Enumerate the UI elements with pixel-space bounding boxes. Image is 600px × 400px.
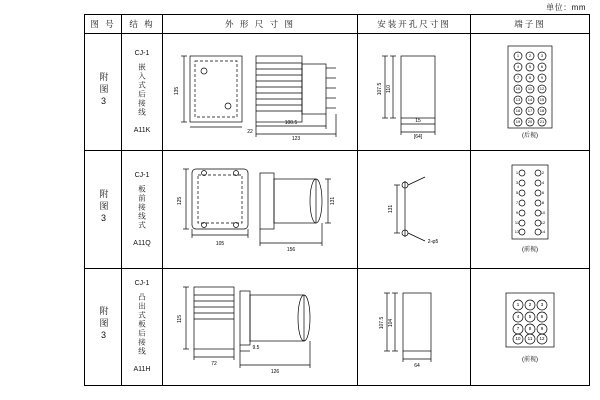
dim-131: 131: [330, 197, 336, 206]
svg-text:20: 20: [527, 119, 533, 125]
svg-text:21: 21: [539, 119, 545, 125]
cell-terminal-drawing: [471, 151, 590, 268]
dim-22: 22: [247, 129, 253, 135]
svg-text:9: 9: [515, 210, 519, 216]
svg-text:6: 6: [540, 64, 544, 70]
dim-9-5: 9.5: [252, 344, 260, 351]
dim-107-5b: 107.5: [379, 316, 385, 329]
header-terminal: 端子图: [471, 15, 590, 34]
dim-105: 105: [215, 241, 225, 248]
cell-structure: [122, 268, 163, 385]
dim-104: 104: [388, 318, 394, 327]
svg-text:7: 7: [516, 75, 520, 81]
svg-text:15: 15: [539, 97, 545, 103]
outline-drawing-1: [163, 34, 357, 150]
svg-text:6: 6: [540, 313, 544, 319]
svg-text:4: 4: [516, 64, 520, 70]
dim-115: 115: [177, 314, 183, 323]
svg-text:5: 5: [515, 190, 519, 196]
svg-text:7: 7: [515, 200, 519, 206]
svg-text:5: 5: [528, 313, 532, 319]
cell-outline-drawing: [163, 34, 358, 151]
svg-text:12: 12: [539, 86, 545, 92]
drawing-no-text: 附图3: [98, 306, 109, 344]
header-structure: 结 构: [122, 15, 163, 34]
header-hole-dims: 安装开孔尺寸图: [358, 15, 471, 34]
table-row: [85, 151, 590, 268]
table-body: [85, 34, 590, 386]
svg-text:4: 4: [541, 180, 545, 186]
dim-107-5: 107.5: [377, 82, 383, 96]
header-outline-dims: 外 形 尺 寸 图: [163, 15, 358, 34]
svg-text:11: 11: [527, 86, 533, 92]
svg-text:19: 19: [515, 119, 521, 125]
svg-text:3: 3: [540, 53, 544, 59]
cell-drawing-no: [85, 268, 122, 385]
cell-hole-drawing: [358, 34, 471, 151]
dim-125: 125: [177, 197, 183, 206]
cell-outline-drawing: [163, 151, 358, 268]
table-row: [85, 268, 590, 385]
cell-structure: [122, 151, 163, 268]
svg-text:12: 12: [539, 335, 545, 341]
outline-drawing-3: [163, 269, 357, 385]
dim-135: 135: [174, 86, 180, 96]
structure-model: CJ-1: [134, 50, 150, 58]
svg-text:12: 12: [540, 220, 546, 226]
svg-text:17: 17: [527, 108, 533, 114]
svg-text:1: 1: [516, 301, 520, 307]
dim-15: 15: [415, 118, 421, 124]
dim-64: [64]: [413, 134, 423, 140]
svg-text:10: 10: [515, 335, 521, 341]
svg-text:8: 8: [541, 200, 545, 206]
structure-text: 凸出式板后接线: [137, 293, 147, 357]
header-drawing-no: 图 号: [85, 15, 122, 34]
svg-text:2: 2: [541, 170, 545, 176]
dim-2-phi5: 2-φ5: [427, 239, 439, 246]
svg-text:7: 7: [516, 325, 520, 331]
terminal-drawing-2: [471, 151, 589, 267]
unit-note: 单位：mm: [546, 3, 586, 12]
svg-text:10: 10: [515, 86, 521, 92]
outline-drawing-2: [163, 151, 357, 267]
structure-model: CJ-1: [134, 171, 150, 179]
hole-drawing-3: [358, 269, 470, 385]
dim-131-hole: 131: [388, 205, 394, 214]
svg-text:11: 11: [514, 220, 520, 226]
spec-table: [84, 14, 590, 386]
structure-code: A11K: [133, 127, 151, 135]
cell-drawing-no: [85, 34, 122, 151]
table-header-row: [85, 15, 590, 34]
svg-text:13: 13: [515, 97, 521, 103]
table-row: [85, 34, 590, 151]
svg-text:2: 2: [528, 53, 532, 59]
structure-code: A11Q: [133, 239, 151, 247]
dim-64b: 64: [414, 362, 420, 369]
cell-drawing-no: [85, 151, 122, 268]
structure-text: 板前接线式: [137, 184, 147, 230]
svg-text:1: 1: [515, 170, 519, 176]
dim-100-5: 100.5: [284, 120, 298, 126]
svg-text:3: 3: [515, 180, 519, 186]
terminal-caption-3: (前视): [522, 356, 538, 363]
terminal-caption-1: (后视): [522, 133, 538, 139]
cell-hole-drawing: [358, 151, 471, 268]
drawing-no-text: 附图3: [98, 71, 109, 109]
svg-text:4: 4: [516, 313, 520, 319]
cell-outline-drawing: [163, 268, 358, 385]
cell-terminal-drawing: [471, 268, 590, 385]
structure-text: 嵌入式后接线: [137, 63, 147, 118]
svg-text:10: 10: [540, 210, 546, 216]
svg-text:16: 16: [515, 108, 521, 114]
drawing-no-text: 附图3: [98, 188, 109, 226]
dim-126: 126: [270, 368, 280, 375]
cell-structure: [122, 34, 163, 151]
hole-drawing-2: [358, 151, 470, 267]
svg-text:9: 9: [540, 325, 544, 331]
svg-text:11: 11: [527, 335, 533, 341]
table-header: [85, 15, 590, 34]
svg-text:6: 6: [541, 190, 545, 196]
cell-terminal-drawing: [471, 34, 590, 151]
cell-hole-drawing: [358, 268, 471, 385]
hole-drawing-1: [358, 34, 470, 150]
terminal-drawing-3: [471, 269, 589, 385]
dim-156: 156: [286, 247, 296, 254]
terminal-caption-2: (前视): [522, 247, 538, 254]
terminal-drawing-1: [471, 34, 589, 150]
svg-text:18: 18: [539, 108, 545, 114]
structure-code: A11H: [133, 366, 151, 374]
svg-text:14: 14: [527, 97, 533, 103]
svg-text:1: 1: [516, 53, 520, 59]
svg-text:8: 8: [528, 75, 532, 81]
dim-123: 123: [291, 136, 301, 142]
svg-text:8: 8: [528, 325, 532, 331]
dim-72: 72: [211, 360, 217, 367]
svg-text:2: 2: [528, 301, 532, 307]
svg-text:3: 3: [540, 301, 544, 307]
svg-text:14: 14: [540, 229, 546, 235]
svg-text:9: 9: [540, 75, 544, 81]
structure-model: CJ-1: [134, 280, 150, 288]
svg-text:13: 13: [514, 229, 520, 235]
dim-110: 110: [386, 85, 392, 93]
svg-text:5: 5: [528, 64, 532, 70]
